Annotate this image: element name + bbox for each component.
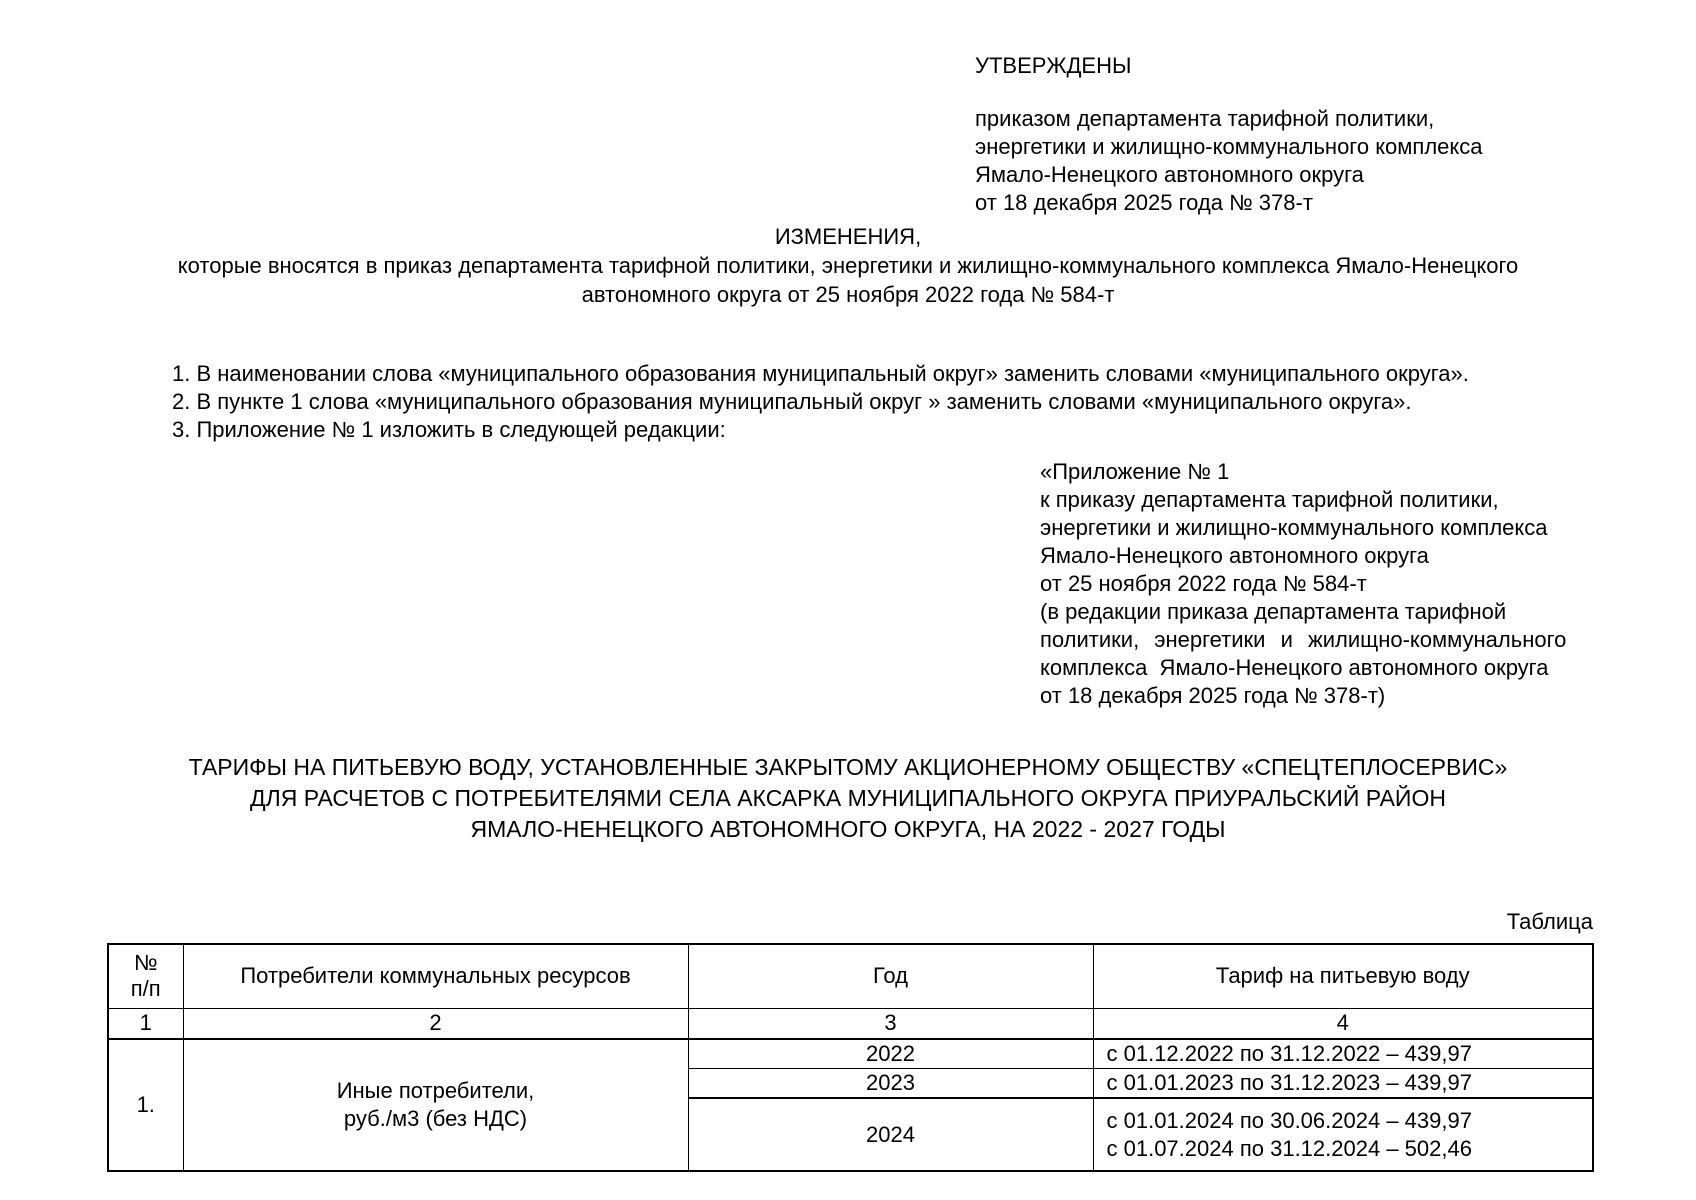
header-num-line1: № <box>133 950 158 976</box>
changes-subtitle-line: автономного округа от 25 ноября 2022 года № 584-т <box>581 282 1115 307</box>
changes-heading <box>0 222 1696 309</box>
table-row-2022 <box>108 1039 1593 1069</box>
year-cell: 2024 <box>688 1098 1093 1171</box>
approval-line: Ямало-Ненецкого автономного округа <box>975 162 1364 187</box>
annex-line: политики, энергетики и жилищно-коммунального <box>1040 627 1567 652</box>
tariff-value-cell <box>1093 1069 1593 1099</box>
table-label: Таблица <box>1506 909 1593 934</box>
header-year-cell: Год <box>688 944 1093 1008</box>
approval-line: приказом департамента тарифной политики, <box>975 106 1435 131</box>
tariff-line: с 01.01.2023 по 31.12.2023 – 439,97 <box>1106 1070 1472 1095</box>
amendment-item: 2. В пункте 1 слова «муниципального образования муниципальный округ » заменить словами «муниципального округа». <box>172 389 1412 414</box>
approval-line: энергетики и жилищно-коммунального комплекса <box>975 134 1483 159</box>
tariff-value-cell <box>1093 1098 1593 1171</box>
consumer-line2: руб./м3 (без НДС) <box>343 1106 528 1131</box>
column-number-cell: 3 <box>688 1008 1093 1039</box>
tariff-line: с 01.01.2024 по 30.06.2024 – 439,97 <box>1106 1107 1472 1133</box>
spacer <box>975 80 1483 105</box>
annex-line: энергетики и жилищно-коммунального комплекса <box>1040 515 1548 540</box>
row-number-cell: 1. <box>108 1039 183 1171</box>
tariffs-title-line: ДЛЯ РАСЧЕТОВ С ПОТРЕБИТЕЛЯМИ СЕЛА АКСАРКА МУНИЦИПАЛЬНОГО ОКРУГА ПРИУРАЛЬСКИЙ РАЙОН <box>250 785 1446 811</box>
column-number-cell: 1 <box>108 1008 183 1039</box>
approval-line: от 18 декабря 2025 года № 378-т <box>975 190 1313 215</box>
annex-block <box>1040 458 1566 710</box>
tariffs-title <box>0 752 1696 845</box>
tariffs-table <box>107 943 1594 1172</box>
annex-line: «Приложение № 1 <box>1040 459 1230 484</box>
year-cell: 2022 <box>688 1039 1093 1069</box>
tariff-line: с 01.07.2024 по 31.12.2024 – 502,46 <box>1106 1135 1472 1161</box>
column-number-cell: 2 <box>183 1008 688 1039</box>
annex-line: Ямало-Ненецкого автономного округа <box>1040 543 1429 568</box>
year-cell: 2023 <box>688 1069 1093 1099</box>
consumer-line1: Иные потребители, <box>336 1078 535 1103</box>
tariffs-title-line: ЯМАЛО-НЕНЕЦКОГО АВТОНОМНОГО ОКРУГА, НА 2022 - 2027 ГОДЫ <box>470 816 1226 842</box>
tariff-value-cell <box>1093 1039 1593 1069</box>
amendment-list <box>172 360 1469 444</box>
tariffs-title-line: ТАРИФЫ НА ПИТЬЕВУЮ ВОДУ, УСТАНОВЛЕННЫЕ ЗАКРЫТОМУ АКЦИОНЕРНОМУ ОБЩЕСТВУ «СПЕЦТЕПЛОСЕРВИС» <box>188 754 1508 780</box>
amendment-item: 3. Приложение № 1 изложить в следующей редакции: <box>172 417 726 442</box>
annex-line: комплекса Ямало-Ненецкого автономного округа <box>1040 655 1549 680</box>
changes-title: ИЗМЕНЕНИЯ, <box>774 224 922 249</box>
tariff-line: с 01.12.2022 по 31.12.2022 – 439,97 <box>1106 1041 1472 1066</box>
header-consumers-cell: Потребители коммунальных ресурсов <box>183 944 688 1008</box>
annex-line: к приказу департамента тарифной политики, <box>1040 487 1499 512</box>
column-number-cell: 4 <box>1093 1008 1593 1039</box>
approval-title: УТВЕРЖДЕНЫ <box>975 53 1132 78</box>
amendment-item: 1. В наименовании слова «муниципального образования муниципальный округ» заменить словами «муниципального округа». <box>172 361 1469 386</box>
header-num-line2: п/п <box>130 976 161 1002</box>
table-header-row <box>108 944 1593 1008</box>
annex-line: от 18 декабря 2025 года № 378-т) <box>1040 683 1386 708</box>
consumer-cell <box>183 1039 688 1171</box>
approval-block <box>975 52 1483 217</box>
header-tariff-cell: Тариф на питьевую воду <box>1093 944 1593 1008</box>
changes-subtitle-line: которые вносятся в приказ департамента тарифной политики, энергетики и жилищно-коммунального комплекса Ямало-Ненецкого <box>177 253 1519 278</box>
header-num-cell <box>108 944 183 1008</box>
column-numbers-row <box>108 1008 1593 1039</box>
annex-line: (в редакции приказа департамента тарифной <box>1040 599 1507 624</box>
annex-line: от 25 ноября 2022 года № 584-т <box>1040 571 1367 596</box>
